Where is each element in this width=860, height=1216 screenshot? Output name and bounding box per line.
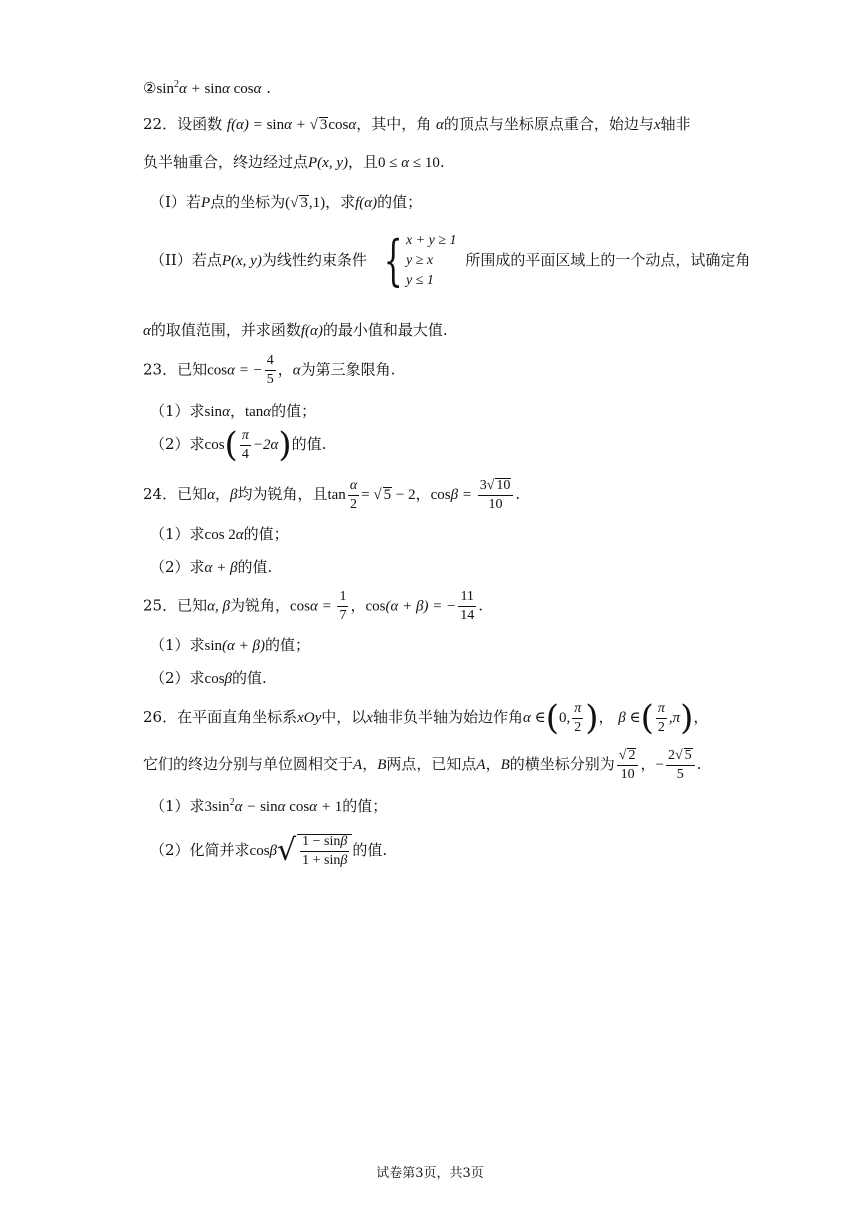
q23-stem: 23．已知cosα = − $\frac{4}{5}$ ，α为第三象限角. xyxy=(143,353,396,387)
q26-part1: （1）求$3\sin^2\alpha - \sin\alpha$ cosα + 1的值； xyxy=(150,797,388,815)
q26-part2: （2）化简并求cosβ√ $\frac{1 - \sin\beta}{1 + \sin\beta}$ 的值. xyxy=(150,833,388,868)
q23-part1: （1）求sinα，tanα的值； xyxy=(150,402,317,420)
constraint-system: { x + y ≥ 1 y ≥ x y ≤ 1 xyxy=(383,229,457,292)
q26-stem-line1: 26．在平面直角坐标系xOy中，以x轴非负半轴为始边作角α ∈(0, $\frac{\pi}{2}$ )， β ∈( $\frac{\pi}{2}$ ,π)， xyxy=(143,698,709,738)
q25-stem: 25．已知α, β为锐角，cosα = $\frac{1}{7}$ ，cos(α + β) = − $\frac{11}{14}$ . xyxy=(143,589,483,623)
q21-part2: $②\sin^2\alpha + \sin\alpha$ cosα . xyxy=(143,79,272,97)
q22-stem-line2: 负半轴重合，终边经过点P(x, y)，且0 ≤ α ≤ 10. xyxy=(143,153,445,171)
q22-stem-line1: 22．设函数 f(α) = sinα + √ 3cosα，其中，角 α的顶点与坐标原点重合，始边与x轴非 xyxy=(143,115,691,133)
q22-part2: （II）若点P(x, y)为线性约束条件 { x + y ≥ 1 y ≥ x y ≤ 1 所围成的平面区域上的一个动点，试确定角 xyxy=(150,229,751,292)
q24-part2: （2）求α + β的值. xyxy=(150,558,273,576)
q22-part2-line2: α的取值范围，并求函数f(α)的最小值和最大值. xyxy=(143,321,448,339)
q25-part1: （1）求sin(α + β)的值； xyxy=(150,636,311,654)
q26-stem-line2: 它们的终边分别与单位圆相交于A，B两点，已知点A，B的横坐标分别为 $\frac{√ 2}{10}$ ，− $\frac{2√ 5}{5}$ . xyxy=(143,748,702,782)
q24-part1: （1）求cos 2α的值； xyxy=(150,525,289,543)
q23-part2: （2）求cos( $\frac{\pi}{4}$ −2α)的值. xyxy=(150,425,327,465)
page-footer: 试卷第3页，共3页 xyxy=(376,1166,484,1181)
q24-stem: 24．已知α，β均为锐角，且tan $\frac{\alpha}{2}$ = √ 5 − 2，cosβ = $\frac{3√ 10}{10}$ . xyxy=(143,477,521,512)
q25-part2: （2）求cosβ的值. xyxy=(150,669,267,687)
q22-part1: （I）若P点的坐标为(√ 3,1)，求f(α)的值； xyxy=(150,193,423,211)
